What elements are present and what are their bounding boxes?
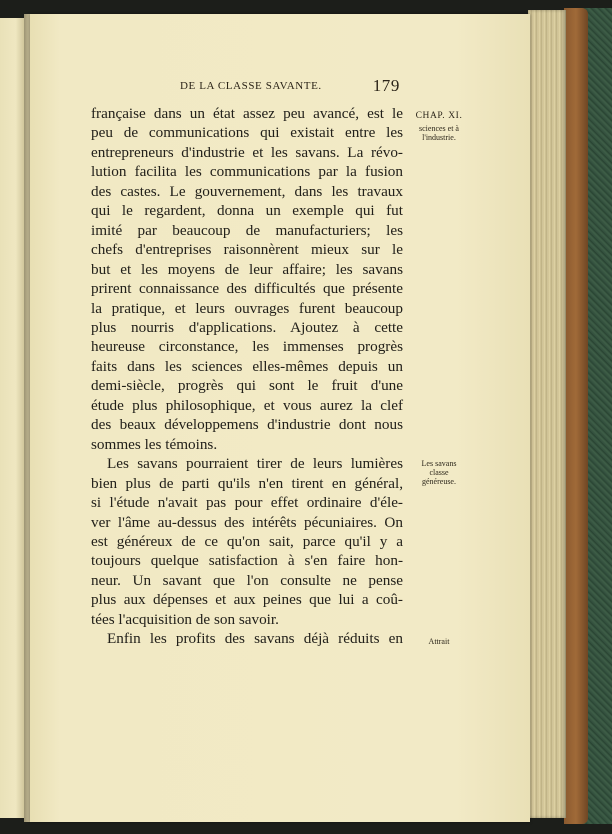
margin-note-line: sciences et à (419, 124, 459, 133)
text-line: des castes. Le gouvernement, dans les travaux (91, 182, 403, 200)
margin-note-line: l'industrie. (422, 133, 456, 142)
margin-note-line: classe (429, 468, 449, 477)
text-line: prirent connaissance des difficultés que présente (91, 280, 403, 298)
text-line: lution facilita les communications par la fusion (91, 163, 403, 181)
margin-note-line: généreuse. (422, 477, 456, 486)
text-line: plus nourris d'applications. Ajoutez à cette (91, 318, 403, 336)
facing-page-edge (0, 18, 26, 818)
margin-note-savans (408, 459, 470, 486)
book-spine-edge (564, 8, 588, 824)
text-line: peu de communications qui existait entre les (91, 124, 403, 142)
text-line: si l'étude n'avait pas pour effet ordinaire d'éle- (91, 494, 403, 512)
text-line: but et les moyens de leur affaire; les savans (91, 260, 403, 278)
page-number: 179 (372, 76, 400, 95)
chapter-label: CHAP. XI. (415, 111, 463, 121)
text-line: étude plus philosophique, et vous aurez la clef (91, 396, 403, 414)
text-line: tées l'acquisition de son savoir. (91, 610, 279, 628)
text-line: bien plus de parti qu'ils n'en tirent en général, (91, 474, 403, 492)
text-line: chefs d'entreprises raisonnèrent mieux sur le (91, 241, 403, 259)
text-line: qui le regardent, donna un exemple qui fut (91, 202, 403, 220)
text-line: heureuse circonstance, les immenses progrès (91, 338, 403, 356)
text-line: entrepreneurs d'industrie et les savans. La révo- (91, 143, 403, 161)
text-line: Les savans pourraient tirer de leurs lumières (107, 455, 403, 473)
margin-note-line: Attrait (428, 637, 450, 646)
margin-note-chapter (408, 112, 470, 142)
text-line: neur. Un savant que l'on consulte ne pense (91, 571, 403, 589)
text-line: la pratique, et leurs ouvrages furent beaucoup (91, 299, 403, 317)
text-line: des beaux développemens d'industrie dont nous (91, 416, 403, 434)
text-line: est généreux de ce qu'on sait, parce qu'il y a (91, 532, 403, 550)
text-line: française dans un état assez peu avancé, est le (91, 105, 403, 122)
margin-note-attrait (408, 637, 470, 646)
text-line: faits dans les sciences elles-mêmes depuis un (91, 357, 403, 375)
text-line: sommes les témoins. (91, 435, 218, 453)
running-head: DE LA CLASSE SAVANTE. (180, 80, 322, 92)
text-line: ver l'âme au-dessus des intérêts pécuniaires. On (91, 513, 403, 531)
page-block-edges (528, 10, 566, 818)
text-line: demi-siècle, progrès qui sont le fruit d'une (91, 377, 403, 395)
text-line: Enfin les profits des savans déjà réduits en (107, 630, 403, 648)
body-text (91, 104, 403, 649)
text-line: plus aux dépenses et aux peines que lui a coû- (91, 591, 403, 609)
text-line: imité par beaucoup de manufacturiers; les (91, 221, 403, 239)
margin-note-line: Les savans (421, 459, 457, 468)
text-line: toujours quelque satisfaction à s'en faire hon- (91, 552, 403, 570)
